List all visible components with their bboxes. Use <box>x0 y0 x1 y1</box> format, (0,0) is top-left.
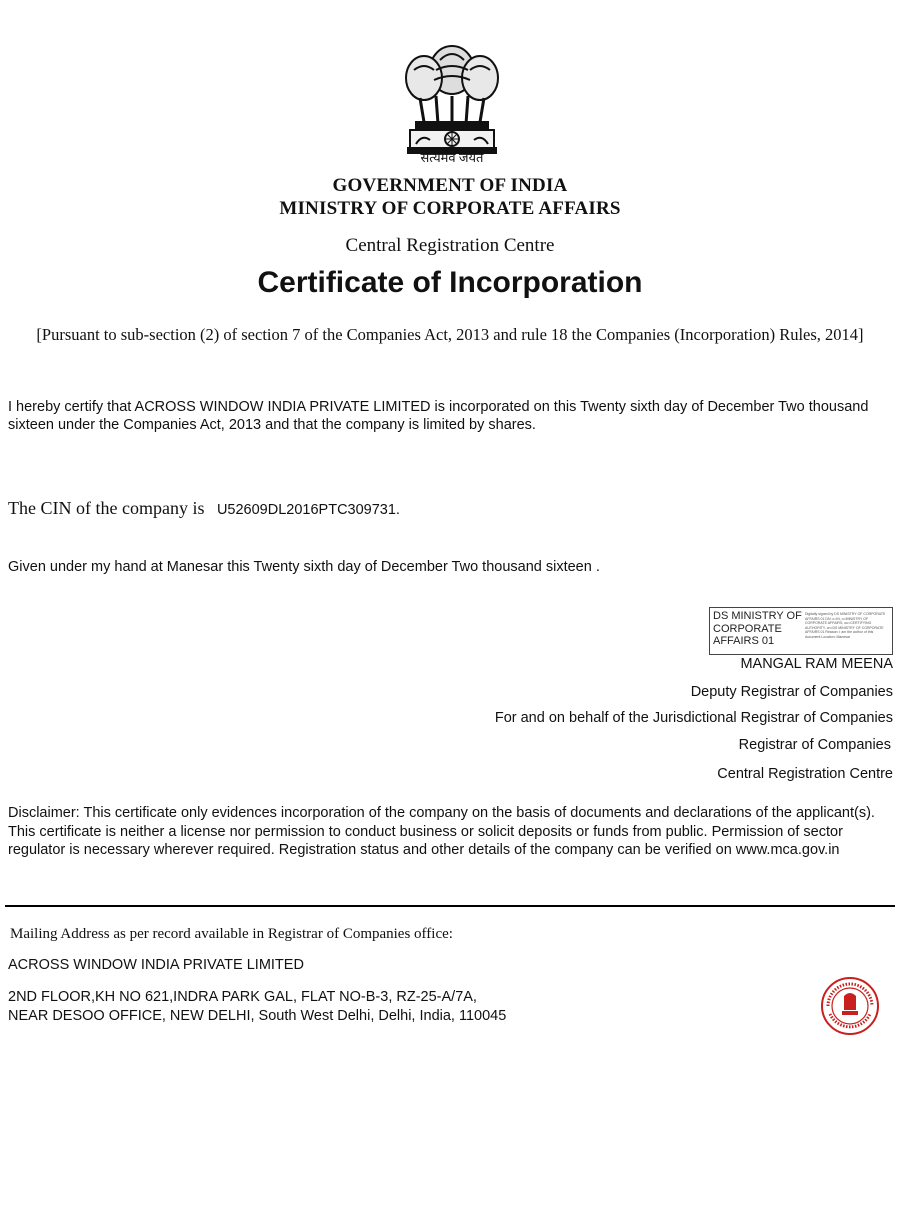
cin-label: The CIN of the company is <box>8 498 205 518</box>
pursuant-clause: [Pursuant to sub-section (2) of section 7 of the Companies Act, 2013 and rule 18 the Companies (Incorporation) Rules, 2014] <box>36 325 864 344</box>
digital-signature-details: Digitally signed by DS MINISTRY OF CORPORATE AFFAIRS 01 DN: c=IN, o=MINISTRY OF CORPORATE AFFAIRS, ou=CERTIFYING AUTHORITY, cn=DS MINISTRY OF CORPORATE AFFAIRS 01 Reason: I am the author of this document Location: Manesar <box>805 612 886 639</box>
signatory-name: MANGAL RAM MEENA <box>740 656 893 672</box>
government-heading: GOVERNMENT OF INDIA <box>332 175 568 196</box>
certification-statement: I hereby certify that ACROSS WINDOW INDIA PRIVATE LIMITED is incorporated on this Twenty sixth day of December Two thousand sixteen under the Companies Act, 2013 and that the company is limited by shares. <box>8 399 869 433</box>
office-heading: Central Registration Centre <box>345 235 555 256</box>
ministry-seal-icon <box>820 976 880 1036</box>
ministry-heading: MINISTRY OF CORPORATE AFFAIRS <box>279 198 621 219</box>
emblem-motto: सत्यमेव जयते <box>420 150 484 165</box>
given-statement: Given under my hand at Manesar this Twenty sixth day of December Two thousand sixteen . <box>8 559 600 575</box>
digital-signature-signer: DS MINISTRY OF CORPORATE AFFAIRS 01 <box>713 610 802 647</box>
header-block <box>0 174 900 220</box>
mailing-company-name: ACROSS WINDOW INDIA PRIVATE LIMITED <box>8 957 304 973</box>
signatory-on-behalf: For and on behalf of the Jurisdictional Registrar of Companies <box>494 710 893 726</box>
certificate-title: Certificate of Incorporation <box>257 266 643 299</box>
cin-row <box>8 498 400 519</box>
signatory-designation: Deputy Registrar of Companies <box>690 684 893 700</box>
address-line-1: 2ND FLOOR,KH NO 621,INDRA PARK GAL, FLAT NO-B-3, RZ-25-A/7A, <box>8 989 477 1005</box>
mailing-heading: Mailing Address as per record available in Registrar of Companies office: <box>10 926 453 942</box>
section-divider <box>5 905 895 907</box>
address-line-2: NEAR DESOO OFFICE, NEW DELHI, South West Delhi, Delhi, India, 110045 <box>8 1008 507 1024</box>
mailing-address <box>8 988 506 1026</box>
cin-value: U52609DL2016PTC309731. <box>216 502 400 518</box>
disclaimer: Disclaimer: This certificate only evidences incorporation of the company on the basis of documents and declarations of the applicant(s). This certificate is neither a license nor permission to conduct business or solicit deposits or funds from public. Permission of sector regulator is necessary wherever required. Registration status and other details of the company can be verified on www.mca.gov.in <box>8 805 875 858</box>
digital-signature-box <box>709 607 893 655</box>
signatory-centre: Central Registration Centre <box>717 766 893 782</box>
signatory-registrar: Registrar of Companies <box>738 737 891 753</box>
